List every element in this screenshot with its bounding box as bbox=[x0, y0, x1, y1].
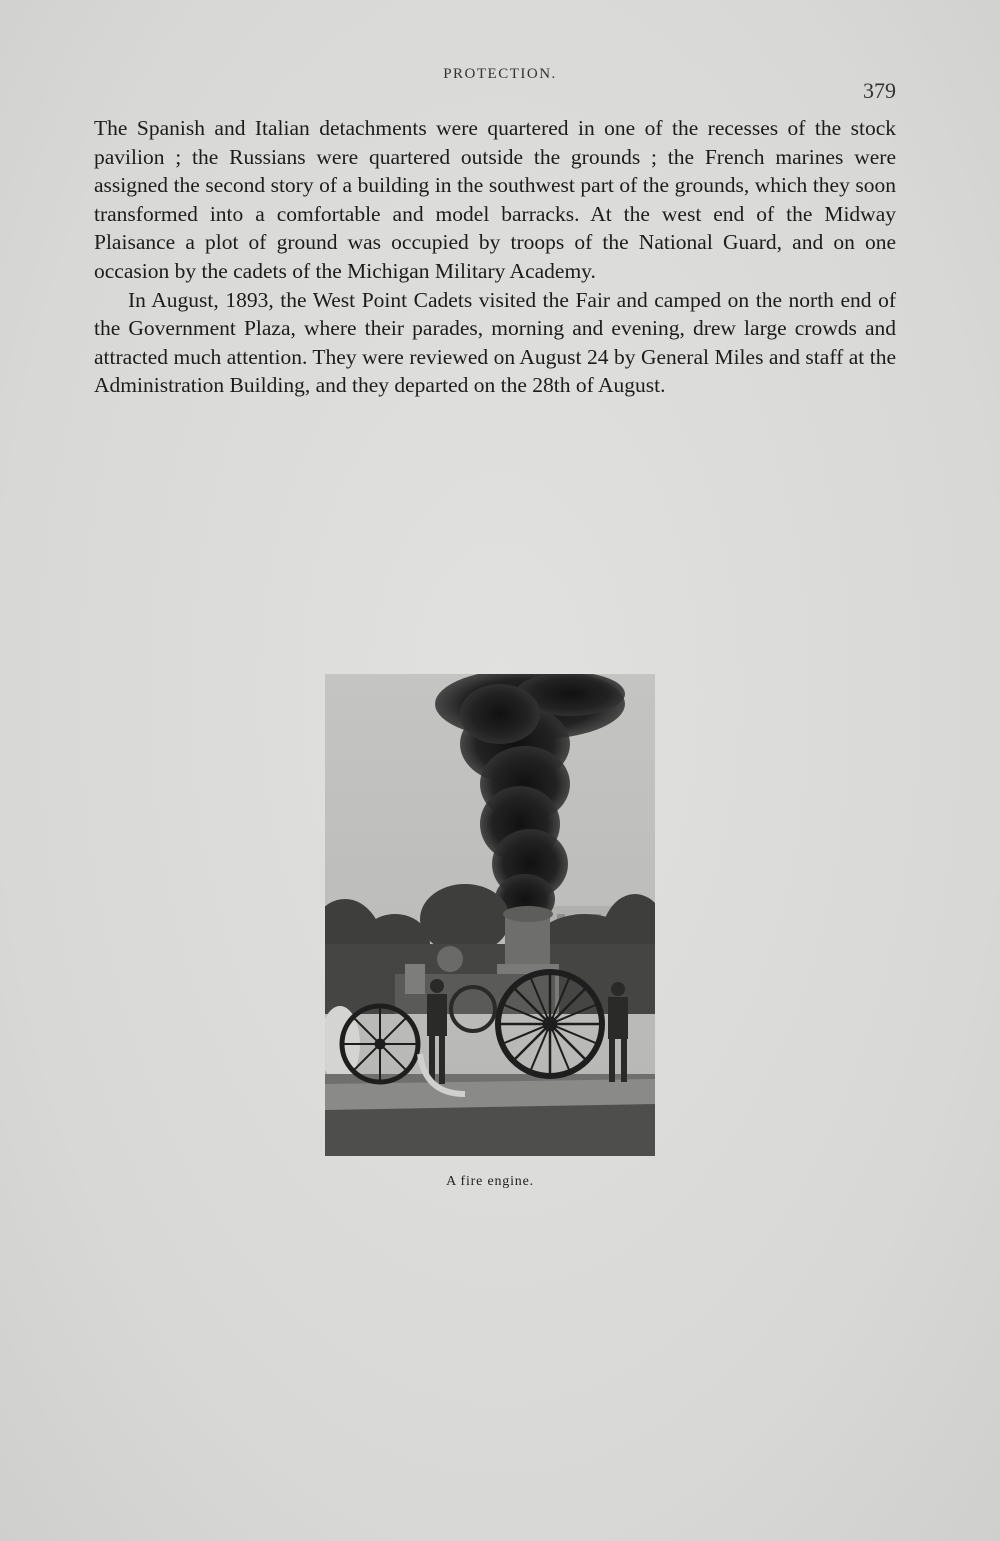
body-text bbox=[94, 114, 896, 400]
paragraph-1: The Spanish and Italian detachments were quartered in one of the recesses of the stock pavilion ; the Russians were quartered outside the grounds ; the French marines were assigned the second story of a building in the southwest part of the grounds, which they soon transformed into a comfortable and model barracks. At the west end of the Midway Plaisance a plot of ground was occupied by troops of the National Guard, and on one occasion by the cadets of the Michigan Military Academy. bbox=[94, 116, 896, 283]
page-number: 379 bbox=[863, 78, 896, 103]
paragraph-2: In August, 1893, the West Point Cadets visited the Fair and camped on the north end of the Government Plaza, where their parades, morning and evening, drew large crowds and attracted much attention. They were reviewed on August 24 by General Miles and staff at the Administration Building, and they departed on the 28th of August. bbox=[94, 287, 896, 398]
figure-caption: A fire engine. bbox=[446, 1174, 534, 1189]
running-head: PROTECTION. bbox=[443, 66, 557, 82]
fire-engine-photograph bbox=[325, 674, 655, 1156]
